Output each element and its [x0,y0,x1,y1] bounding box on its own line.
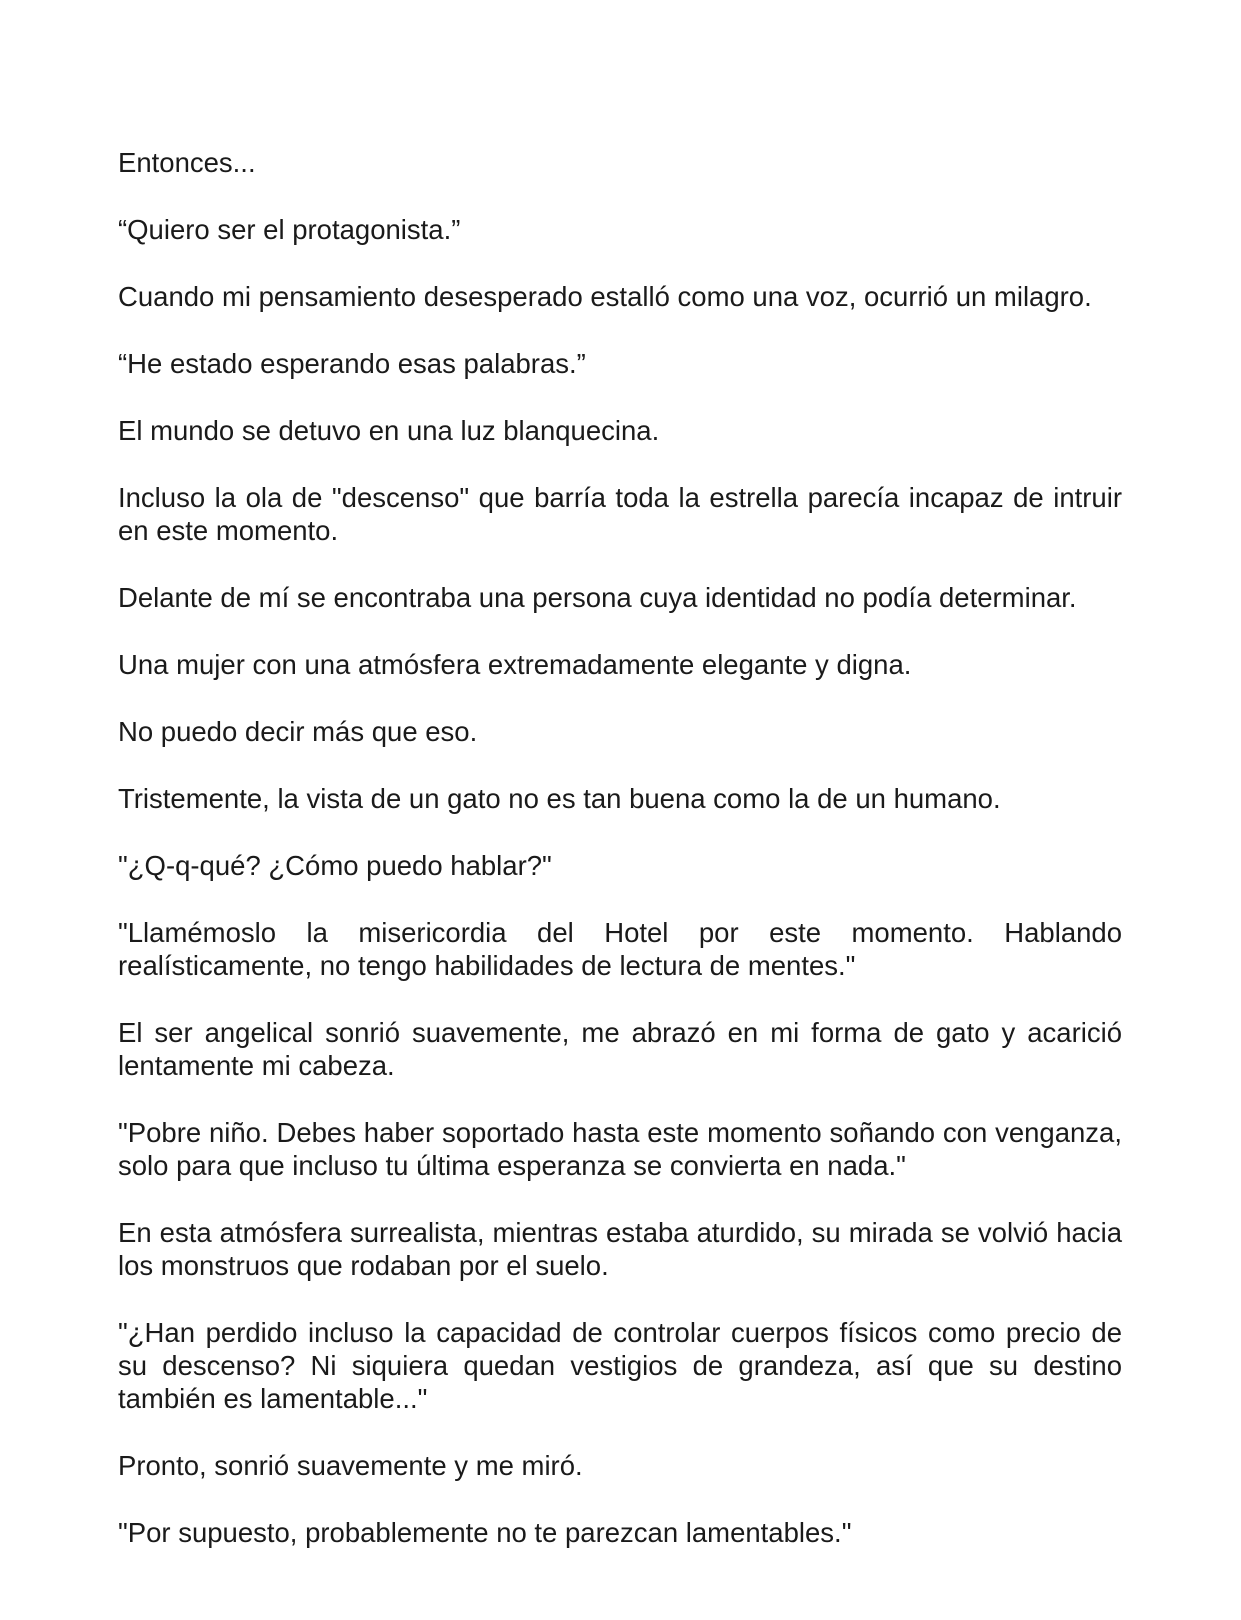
paragraph: Entonces... [118,147,256,178]
paragraph: Delante de mí se encontraba una persona cuya identidad no podía determinar. [118,582,1077,613]
paragraph: El mundo se detuvo en una luz blanquecina. [118,415,660,446]
paragraph: No puedo decir más que eso. [118,716,478,747]
paragraph: El ser angelical sonrió suavemente, me abrazó en mi forma de gato y acarició lentamente mi cabeza. [118,1017,1122,1081]
paragraph: "Por supuesto, probablemente no te parezcan lamentables." [118,1517,852,1548]
paragraph: "¿Han perdido incluso la capacidad de controlar cuerpos físicos como precio de su descenso? Ni siquiera quedan vestigios de grandeza, así que su destino también es lamentable..." [118,1317,1122,1414]
paragraph: Cuando mi pensamiento desesperado estalló como una voz, ocurrió un milagro. [118,281,1092,312]
paragraph: Pronto, sonrió suavemente y me miró. [118,1450,583,1481]
paragraph: “Quiero ser el protagonista.” [118,214,461,245]
paragraph: "¿Q-q-qué? ¿Cómo puedo hablar?" [118,850,552,881]
paragraph: Una mujer con una atmósfera extremadamente elegante y digna. [118,649,912,680]
text-column [118,146,1122,1583]
paragraph: "Pobre niño. Debes haber soportado hasta este momento soñando con venganza, solo para que incluso tu última esperanza se convierta en nada." [118,1117,1122,1181]
paragraph: “He estado esperando esas palabras.” [118,348,586,379]
paragraph: Incluso la ola de "descenso" que barría toda la estrella parecía incapaz de intruir en este momento. [118,482,1122,546]
paragraph: En esta atmósfera surrealista, mientras estaba aturdido, su mirada se volvió hacia los monstruos que rodaban por el suelo. [118,1217,1122,1281]
paragraph: "Llamémoslo la misericordia del Hotel por este momento. Hablando realísticamente, no tengo habilidades de lectura de mentes." [118,917,1122,981]
paragraph: Tristemente, la vista de un gato no es tan buena como la de un humano. [118,783,1001,814]
